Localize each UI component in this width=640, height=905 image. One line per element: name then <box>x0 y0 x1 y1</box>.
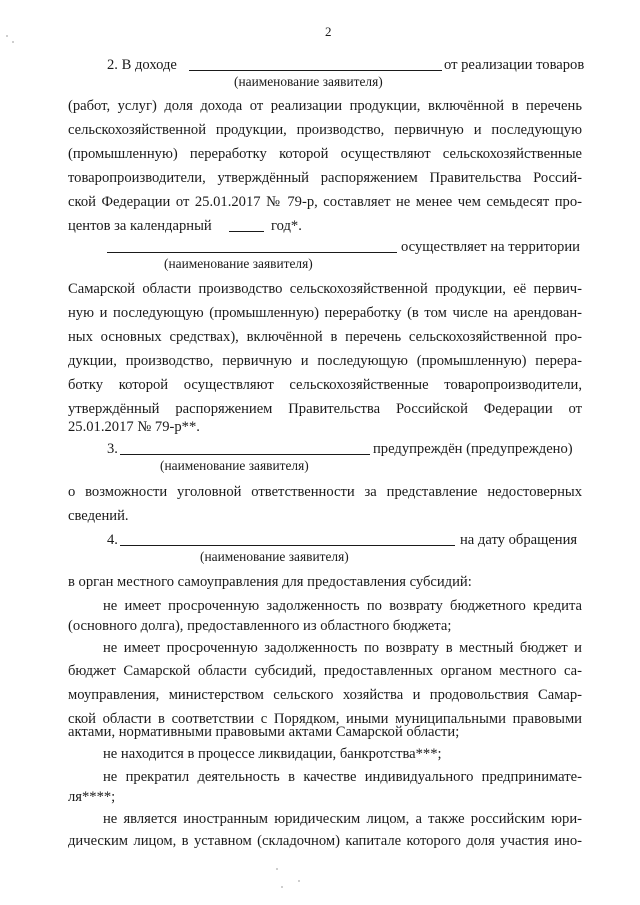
applicant-name-line <box>120 454 370 455</box>
section-3-number: 3. <box>107 441 118 457</box>
text-line: бюджет Самарской области субсидий, предоставленных органом местного са- <box>68 663 582 679</box>
year-blank-line <box>229 231 264 232</box>
text-line: ную и последующую (промышленную) переработку (в том числе на арендован- <box>68 305 582 321</box>
list-item-first-line: не является иностранным юридическим лицом, а также российским юри- <box>103 811 582 827</box>
section-2-lead: 2. В доходе <box>107 57 177 73</box>
applicant-name-caption: (наименование заявителя) <box>234 74 383 89</box>
text-line: год*. <box>271 218 302 234</box>
text-line: центов за календарный <box>68 218 212 234</box>
list-item: не находится в процессе ликвидации, банкротства***; <box>103 746 442 762</box>
text-line: Самарской области производство сельскохозяйственной продукции, её первич- <box>68 281 582 297</box>
text-line: (работ, услуг) доля дохода от реализации продукции, включённой в перечень <box>68 98 582 114</box>
text-line: 25.01.2017 № 79-р**. <box>68 419 200 435</box>
applicant-name-line <box>189 70 442 71</box>
scan-speck <box>276 868 278 870</box>
page-number: 2 <box>325 24 332 39</box>
section-4-tail: на дату обращения <box>460 532 578 548</box>
text-line: (промышленную) переработку которой осуществляют сельскохозяйственные <box>68 146 582 162</box>
list-item-first-line: не имеет просроченную задолженность по возврату в местный бюджет и <box>103 640 582 656</box>
list-item-last-line: (основного долга), предоставленного из областного бюджета; <box>68 618 452 634</box>
text-line: дическим лицом, в уставном (складочном) капитале которого доля участия ино- <box>68 833 582 849</box>
text-line: ской области в соответствии с Порядком, иными муниципальными правовыми <box>68 711 582 727</box>
applicant-name-caption: (наименование заявителя) <box>164 256 313 271</box>
scan-speck <box>298 880 300 882</box>
text-line: ных основных средствах), включённой в перечень сельскохозяйственной про- <box>68 329 582 345</box>
list-item-first-line: не прекратил деятельность в качестве индивидуального предпринимате- <box>103 769 582 785</box>
list-item-last-line: ля****; <box>68 789 116 805</box>
scan-speck <box>12 41 14 43</box>
text-line: ботку которой осуществляют сельскохозяйственные товаропроизводители, <box>68 377 582 393</box>
text-line: сельскохозяйственной продукции, производство, первичную и последующую <box>68 122 582 138</box>
text-line: в орган местного самоуправления для предоставления субсидий: <box>68 574 472 590</box>
text-line: сведений. <box>68 508 129 524</box>
text-line: о возможности уголовной ответственности за представление недостоверных <box>68 484 582 500</box>
section-2b-tail: осуществляет на территории <box>401 239 580 255</box>
scan-speck <box>281 886 283 888</box>
section-2-tail: от реализации товаров <box>444 57 585 73</box>
scan-speck <box>6 35 8 37</box>
applicant-name-caption: (наименование заявителя) <box>200 549 349 564</box>
section-4-number: 4. <box>107 532 118 548</box>
section-3-tail: предупреждён (предупреждено) <box>373 441 573 457</box>
text-line: товаропроизводители, утверждённый распоряжением Правительства Россий- <box>68 170 582 186</box>
text-line: утверждённый распоряжением Правительства Российской Федерации от <box>68 401 582 417</box>
text-line: моуправления, министерством сельского хозяйства и продовольствия Самар- <box>68 687 582 703</box>
applicant-name-line <box>120 545 455 546</box>
text-line: дукции, производство, первичную и последующую (промышленную) перера- <box>68 353 582 369</box>
applicant-name-line <box>107 252 397 253</box>
list-item-first-line: не имеет просроченную задолженность по возврату бюджетного кредита <box>103 598 582 614</box>
applicant-name-caption: (наименование заявителя) <box>160 458 309 473</box>
text-line: ской Федерации от 25.01.2017 № 79-р, составляет не менее чем семьдесят про- <box>68 194 582 210</box>
list-item-last-line: актами, нормативными правовыми актами Самарской области; <box>68 724 460 740</box>
